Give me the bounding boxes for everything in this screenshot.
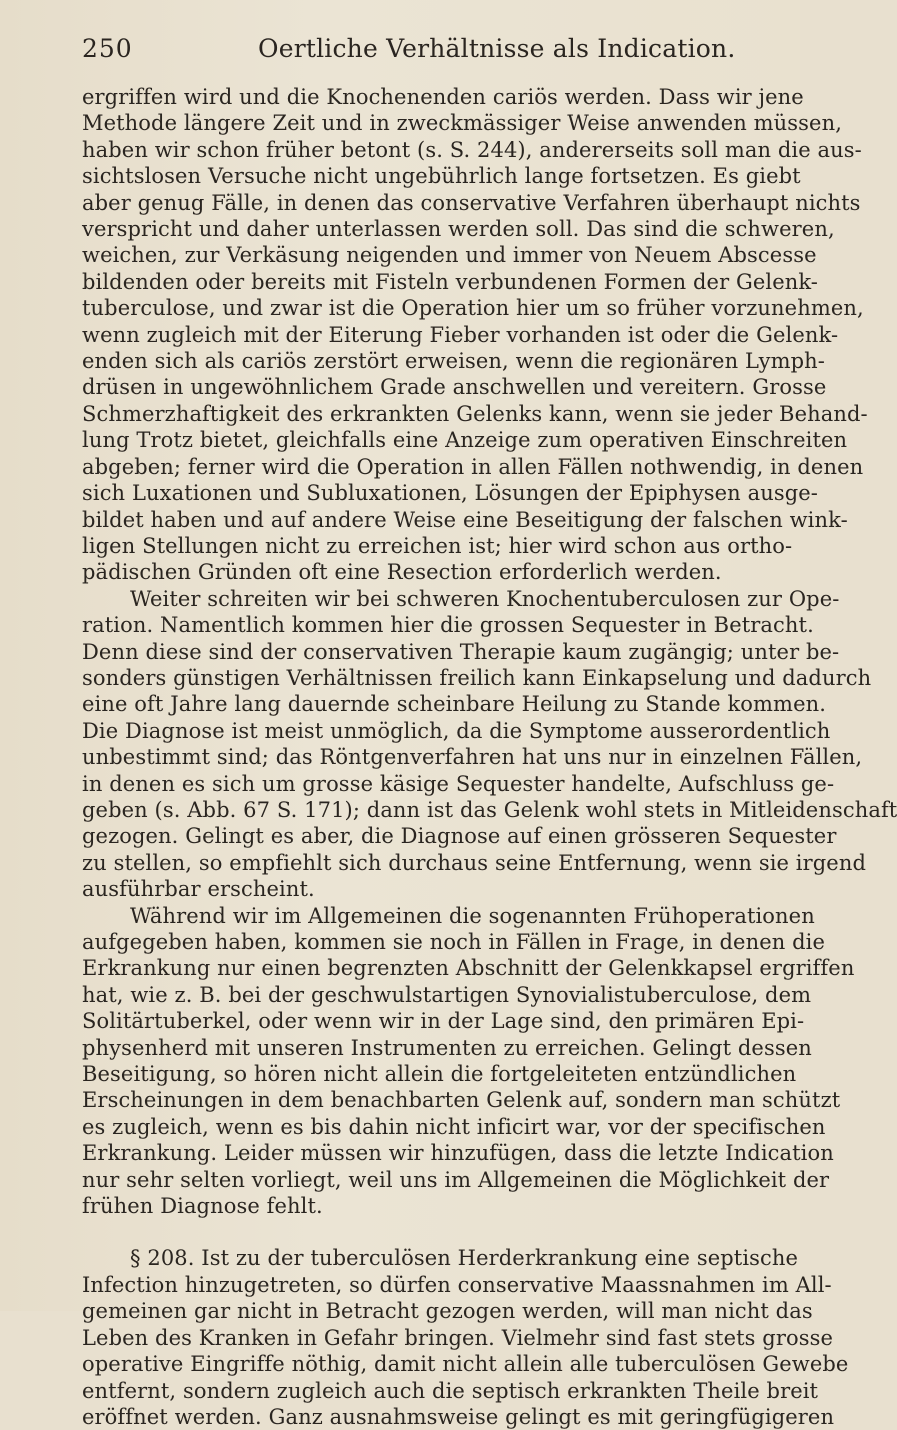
text-line: in denen es sich um grosse käsige Sequester handelte, Aufschluss ge- [82, 771, 835, 796]
text-line: Solitärtuberkel, oder wenn wir in der Lage sind, den primären Epi- [82, 1009, 805, 1034]
text-line: ausführbar erscheint. [82, 877, 315, 902]
text-line: Während wir im Allgemeinen die sogenannten Frühoperationen [130, 903, 815, 928]
paragraph [82, 84, 868, 586]
text-line: gemeinen gar nicht in Betracht gezogen werden, will man nicht das [82, 1299, 813, 1324]
page-body [82, 84, 897, 1430]
text-line: aber genug Fälle, in denen das conservative Verfahren überhaupt nichts [82, 190, 861, 215]
text-line: Schmerzhaftigkeit des erkrankten Gelenks kann, wenn sie jeder Behand- [82, 401, 868, 426]
text-line: sonders günstigen Verhältnissen freilich kann Einkapselung und dadurch [82, 665, 872, 690]
text-line: operative Eingriffe nöthig, damit nicht allein alle tuberculösen Gewebe [82, 1352, 849, 1377]
text-line: Weiter schreiten wir bei schweren Knochentuberculosen zur Ope- [130, 586, 840, 611]
text-line: Die Diagnose ist meist unmöglich, da die Symptome ausserordentlich [82, 718, 831, 743]
paragraph [82, 586, 897, 903]
text-line: Erkrankung. Leider müssen wir hinzufügen, dass die letzte Indication [82, 1141, 834, 1166]
text-line: geben (s. Abb. 67 S. 171); dann ist das Gelenk wohl stets in Mitleidenschaft [82, 797, 897, 822]
text-line: verspricht und daher unterlassen werden soll. Das sind die schweren, [82, 217, 835, 242]
text-line: gezogen. Gelingt es aber, die Diagnose auf einen grösseren Sequester [82, 824, 837, 849]
text-line: pädischen Gründen oft eine Resection erforderlich werden. [82, 560, 722, 585]
page-number: 250 [82, 34, 133, 63]
text-line: eröffnet werden. Ganz ausnahmsweise gelingt es mit geringfügigeren [82, 1404, 835, 1429]
text-line: bildet haben und auf andere Weise eine Beseitigung der falschen wink- [82, 507, 848, 532]
text-line: haben wir schon früher betont (s. S. 244), andererseits soll man die aus- [82, 137, 862, 162]
text-line: abgeben; ferner wird die Operation in allen Fällen nothwendig, in denen [82, 454, 864, 479]
text-line: physenherd mit unseren Instrumenten zu erreichen. Gelingt dessen [82, 1035, 812, 1060]
text-line: sichtslosen Versuche nicht ungebührlich lange fortsetzen. Es giebt [82, 164, 801, 189]
running-title: Oertliche Verhältnisse als Indication. [258, 34, 736, 63]
text-line: Erkrankung nur einen begrenzten Abschnitt der Gelenkkapsel ergriffen [82, 956, 855, 981]
text-line: eine oft Jahre lang dauernde scheinbare Heilung zu Stande kommen. [82, 692, 826, 717]
text-line: nur sehr selten vorliegt, weil uns im Allgemeinen die Möglichkeit der [82, 1167, 830, 1192]
text-line: ligen Stellungen nicht zu erreichen ist; hier wird schon aus ortho- [82, 533, 793, 558]
text-line: Denn diese sind der conservativen Therapie kaum zugängig; unter be- [82, 639, 840, 664]
text-line: frühen Diagnose fehlt. [82, 1194, 323, 1219]
text-line: sich Luxationen und Subluxationen, Lösungen der Epiphysen ausge- [82, 481, 818, 506]
text-line: Methode längere Zeit und in zweckmässiger Weise anwenden müssen, [82, 111, 842, 136]
text-line: unbestimmt sind; das Röntgenverfahren hat uns nur in einzelnen Fällen, [82, 745, 863, 770]
text-line: Leben des Kranken in Gefahr bringen. Vielmehr sind fast stets grosse [82, 1325, 834, 1350]
text-line: ergriffen wird und die Knochenenden cariös werden. Dass wir jene [82, 85, 804, 109]
text-line: Beseitigung, so hören nicht allein die fortgeleiteten entzündlichen [82, 1062, 797, 1087]
text-line: hat, wie z. B. bei der geschwulstartigen Synovialistuberculose, dem [82, 982, 812, 1007]
text-line: drüsen in ungewöhnlichem Grade anschwellen und vereitern. Grosse [82, 375, 827, 400]
section-gap [82, 1219, 782, 1245]
text-line: bildenden oder bereits mit Fisteln verbundenen Formen der Gelenk- [82, 269, 819, 294]
text-line: es zugleich, wenn es bis dahin nicht inficirt war, vor der specifischen [82, 1114, 826, 1139]
text-line: zu stellen, so empfiehlt sich durchaus seine Entfernung, wenn sie irgend [82, 850, 867, 875]
text-line: enden sich als cariös zerstört erweisen, wenn die regionären Lymph- [82, 349, 825, 374]
paragraph [82, 1219, 849, 1430]
text-line: lung Trotz bietet, gleichfalls eine Anzeige zum operativen Einschreiten [82, 428, 848, 453]
text-line: wenn zugleich mit der Eiterung Fieber vorhanden ist oder die Gelenk- [82, 322, 839, 347]
paragraph [82, 903, 855, 1220]
text-line: ration. Namentlich kommen hier die grossen Sequester in Betracht. [82, 613, 814, 638]
page-header [82, 34, 782, 74]
text-line: weichen, zur Verkäsung neigenden und immer von Neuem Abscesse [82, 243, 817, 268]
text-line: tuberculose, und zwar ist die Operation hier um so früher vorzunehmen, [82, 296, 864, 321]
text-line: entfernt, sondern zugleich auch die septisch erkrankten Theile breit [82, 1378, 819, 1403]
text-line: Infection hinzugetreten, so dürfen conservative Maassnahmen im All- [82, 1272, 832, 1297]
text-line: Erscheinungen in dem benachbarten Gelenk auf, sondern man schützt [82, 1088, 841, 1113]
text-line: § 208. Ist zu der tuberculösen Herderkrankung eine septische [130, 1246, 799, 1271]
text-line: aufgegeben haben, kommen sie noch in Fällen in Frage, in denen die [82, 930, 826, 954]
